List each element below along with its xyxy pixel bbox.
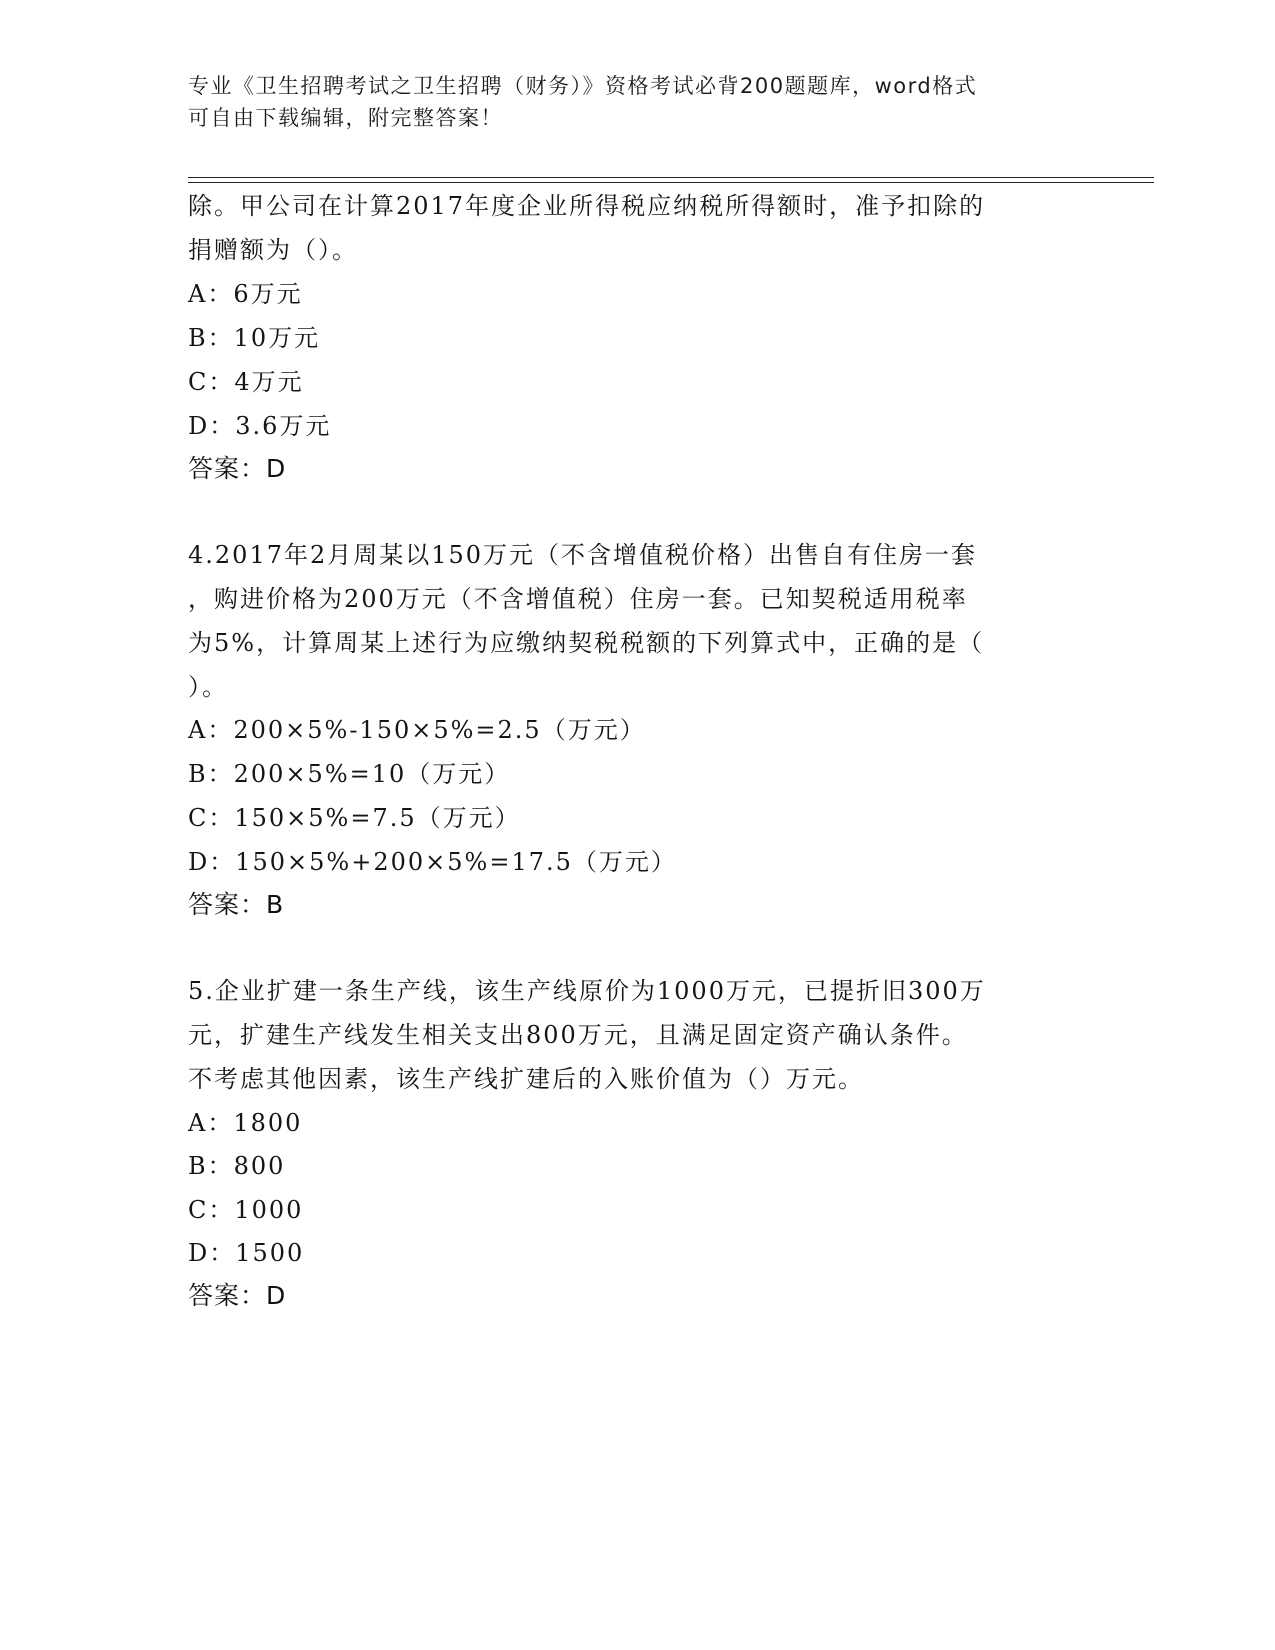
answer-line: 答案：B (188, 890, 285, 919)
option-b: B：200×5%=10（万元） (188, 760, 511, 788)
question-stem-line: 5.企业扩建一条生产线，该生产线原价为1000万元，已提折旧300万 (188, 977, 986, 1005)
option-d: D：150×5%+200×5%=17.5（万元） (188, 848, 677, 876)
question-stem-line: 元，扩建生产线发生相关支出800万元，且满足固定资产确认条件。 (188, 1021, 968, 1049)
question-stem-line: 不考虑其他因素，该生产线扩建后的入账价值为（）万元。 (188, 1065, 864, 1093)
question-stem-line: 除。甲公司在计算2017年度企业所得税应纳税所得额时，准予扣除的 (188, 192, 986, 220)
question-stem-line: 4.2017年2月周某以150万元（不含增值税价格）出售自有住房一套 (188, 541, 978, 569)
question-stem-line: ）。 (188, 673, 228, 701)
header-title-line-1: 专业《卫生招聘考试之卫生招聘（财务）》资格考试必背200题题库，word格式 (188, 74, 978, 98)
answer-line: 答案：D (188, 1281, 287, 1310)
option-d: D：3.6万元 (188, 412, 332, 440)
option-a: A：1800 (188, 1109, 303, 1137)
option-a: A：6万元 (188, 280, 303, 308)
option-c: C：150×5%=7.5（万元） (188, 804, 521, 832)
option-b: B：10万元 (188, 324, 321, 352)
option-d: D：1500 (188, 1239, 305, 1267)
option-b: B：800 (188, 1152, 286, 1180)
option-c: C：4万元 (188, 368, 304, 396)
question-stem-line: 为5%，计算周某上述行为应缴纳契税税额的下列算式中，正确的是（ (188, 629, 985, 657)
question-stem-line: ，购进价格为200万元（不含增值税）住房一套。已知契税适用税率 (188, 585, 968, 613)
header-divider-bottom (188, 182, 1154, 183)
header-divider-top (188, 177, 1154, 178)
answer-line: 答案：D (188, 454, 287, 483)
option-a: A：200×5%-150×5%=2.5（万元） (188, 716, 646, 744)
header-title-line-2: 可自由下载编辑，附完整答案！ (188, 106, 503, 130)
question-stem-line: 捐赠额为（）。 (188, 236, 358, 264)
document-header (188, 70, 1068, 134)
option-c: C：1000 (188, 1196, 304, 1224)
